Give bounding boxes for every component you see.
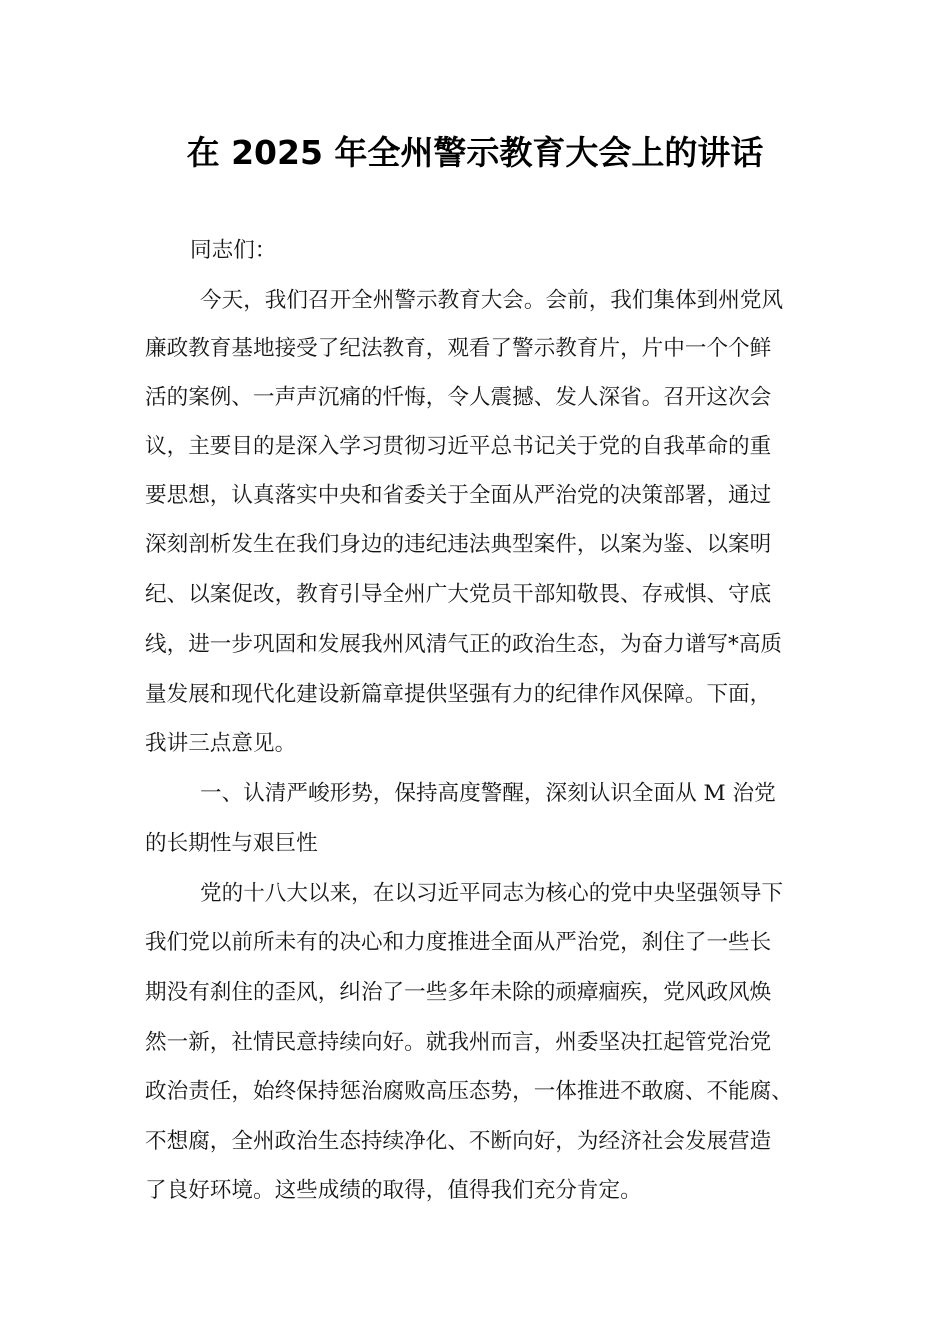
- text-line: 今天，我们召开全州警示教育大会。会前，我们集体到州党风: [200, 288, 784, 313]
- text-line: 不想腐，全州政治生态持续净化、不断向好，为经济社会发展营造: [145, 1129, 772, 1154]
- text-line: 深刻剖析发生在我们身边的违纪违法典型案件，以案为鉴、以案明: [145, 532, 772, 557]
- text-line: 纪、以案促改，教育引导全州广大党员干部知敬畏、存戒惧、守底: [145, 582, 772, 607]
- text-line: 我讲三点意见。: [145, 731, 297, 756]
- text-line: 要思想，认真落实中央和省委关于全面从严治党的决策部署，通过: [145, 483, 772, 508]
- text-line: 廉政教育基地接受了纪法教育，观看了警示教育片，片中一个个鲜: [145, 336, 772, 361]
- salutation: 同志们：: [190, 238, 277, 263]
- heading-line: 的长期性与艰巨性: [145, 831, 318, 856]
- text-line: 线，进一步巩固和发展我州风清气正的政治生态，为奋力谱写*高质: [145, 632, 783, 657]
- text-line: 议，主要目的是深入学习贯彻习近平总书记关于党的自我革命的重: [145, 434, 772, 459]
- text-line: 量发展和现代化建设新篇章提供坚强有力的纪律作风保障。下面，: [145, 682, 772, 707]
- text-line: 了良好环境。这些成绩的取得，值得我们充分肯定。: [145, 1178, 642, 1203]
- text-line: 党的十八大以来，在以习近平同志为核心的党中央坚强领导下: [200, 881, 784, 906]
- text-line: 然一新，社情民意持续向好。就我州而言，州委坚决扛起管党治党: [145, 1030, 772, 1055]
- text-line: 政治责任，始终保持惩治腐败高压态势，一体推进不敢腐、不能腐、: [145, 1079, 793, 1104]
- text-line: 活的案例、一声声沉痛的忏悔，令人震撼、发人深省。召开这次会: [145, 385, 772, 410]
- heading-line: 一、认清严峻形势，保持高度警醒，深刻认识全面从 M 治党: [200, 781, 776, 806]
- text-line: 期没有刹住的歪风，纠治了一些多年未除的顽瘴痼疾，党风政风焕: [145, 980, 772, 1005]
- document-title: 在 2025 年全州警示教育大会上的讲话: [186, 133, 764, 172]
- text-line: 我们党以前所未有的决心和力度推进全面从严治党，刹住了一些长: [145, 930, 772, 955]
